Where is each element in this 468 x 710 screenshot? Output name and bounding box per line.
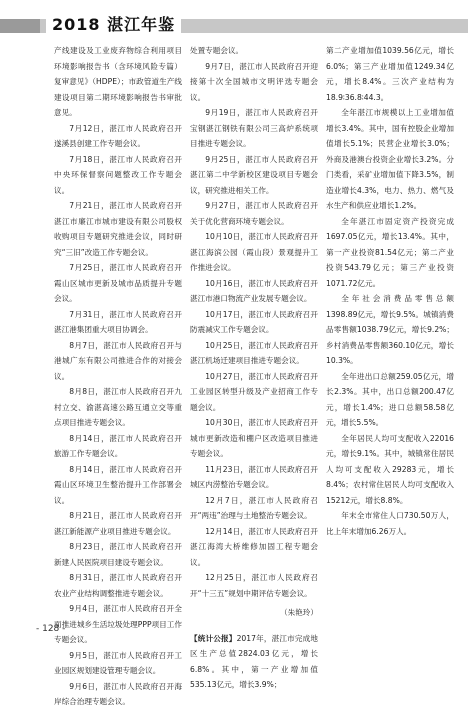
paragraph: 9月6日，湛江市人民政府召开海岸综合治理专题会议。 [54, 681, 182, 706]
paragraph: 全年居民人均可支配收入22016元，增长9.1%。其中，城镇常住居民人均可支配收入29283元，增长8.4%；农村常住居民人均可支配收入15212元，增长8.8%。 [326, 433, 454, 505]
paragraph: 8月7日，湛江市人民政府召开与港城广东有限公司推进合作的对接会议。 [54, 340, 182, 381]
section-text: 2017年，湛江市完成地区生产总值2824.03亿元，增长6.8%。其中，第一产业增加值535.13亿元，增长3.9%； [190, 633, 319, 689]
paragraph: 9月27日，湛江市人民政府召开关于优化营商环境专题会议。 [190, 201, 318, 226]
paragraph: 12月25日，湛江市人民政府召开“十三五”规划中期评估专题会议。 [190, 573, 318, 598]
paragraph: 8月21日，湛江市人民政府召开湛江新能源产业项目推进专题会议。 [54, 511, 182, 536]
paragraph: 7月31日，湛江市人民政府召开湛江港集团重大项目协调会。 [54, 309, 182, 334]
section-title: 【统计公报】 [190, 633, 237, 643]
paragraph: 9月4日，湛江市人民政府召开全面推进城乡生活垃圾处理PPP项目工作专题会议。 [54, 604, 182, 644]
paragraph: 7月18日，湛江市人民政府召开中央环保督察问题整改工作专题会议。 [54, 154, 182, 195]
paragraph: 10月25日，湛江市人民政府召开湛江机场迁建项目推进专题会议。 [190, 340, 318, 365]
paragraph: 10月10日，湛江市人民政府召开湛江海滨公园（霞山段）景观提升工作推进会议。 [190, 232, 318, 272]
paragraph: 处置专题会议。 [190, 46, 244, 55]
author-signature: （朱艳玲） [280, 608, 318, 617]
statistics-section [190, 631, 318, 693]
paragraph: 7月21日，湛江市人民政府召开湛江市廉江市城市建设有限公司股权收购项目专题研究推进会议，同时研究“三旧”改造工作专题会议。 [54, 201, 182, 257]
paragraph: 全年湛江市规模以上工业增加值增长3.4%。其中，国有控股企业增加值增长5.1%；民营企业增长3.0%；外商及港澳台投资企业增长3.2%。分门类看，采矿业增加值下降3.5%，制造业增长4.3%，电力、热力、燃气及水生产和供应业增长1.2%。 [326, 108, 454, 210]
paragraph: 10月16日，湛江市人民政府召开湛江市港口物流产业发展专题会议。 [190, 278, 318, 303]
paragraph: 8月14日，湛江市人民政府召开霞山区环境卫生整治提升工作部署会议。 [54, 464, 182, 505]
paragraph: 10月30日，湛江市人民政府召开城市更新改造和棚户区改造项目推进专题会议。 [190, 418, 318, 458]
paragraph: 9月7日，湛江市人民政府召开迎接第十次全国城市文明评选专题会议。 [190, 61, 318, 102]
paragraph: 9月25日，湛江市人民政府召开湛江第二中学新校区建设项目专题会议，研究推进相关工作。 [190, 154, 318, 195]
paragraph: 全年进出口总额259.05亿元，增长2.3%。其中，出口总额200.47亿元，增长1.4%；进口总额58.58亿元，增长5.5%。 [326, 371, 454, 427]
text-column-middle [190, 43, 319, 689]
paragraph: 8月23日，湛江市人民政府召开新建人民医院项目建设专题会议。 [54, 542, 182, 567]
paragraph: 10月17日，湛江市人民政府召开防震减灾工作专题会议。 [190, 309, 318, 334]
paragraph: 7月25日，湛江市人民政府召开霞山区城市更新及城市品质提升专题会议。 [54, 263, 182, 303]
paragraph: 全年社会消费品零售总额1398.89亿元，增长9.5%。城镇消费品零售额1038.79亿元，增长9.2%；乡村消费品零售额360.10亿元，增长10.3%。 [326, 294, 454, 365]
yearbook-title: 2018 湛江年鉴 [46, 14, 181, 36]
paragraph: 7月12日，湛江市人民政府召开遂溪县创建工作专题会议。 [54, 123, 182, 148]
paragraph: 8月8日，湛江市人民政府召开九村立交、渝湛高速公路互通立交等重点项目推进专题会议。 [54, 387, 182, 427]
page-header [0, 0, 468, 40]
header-accent-bar [0, 19, 44, 33]
paragraph: 8月14日，湛江市人民政府召开旅游工作专题会议。 [54, 433, 182, 458]
page-number: - 128 - [36, 624, 66, 634]
paragraph: 全年湛江市固定资产投资完成1697.05亿元，增长13.4%。其中，第一产业投资81.54亿元；第二产业投资543.79亿元；第三产业投资1071.72亿元。 [326, 216, 454, 288]
text-column-left [54, 43, 182, 706]
paragraph: 12月7日，湛江市人民政府召开“两违”治理与土地整治专题会议。 [190, 495, 318, 520]
paragraph: 9月5日，湛江市人民政府召开工业园区规划建设管理专题会议。 [54, 650, 182, 675]
paragraph: 10月27日，湛江市人民政府召开工业园区转型升级及产业招商工作专题会议。 [190, 371, 318, 412]
paragraph: 第二产业增加值1039.56亿元，增长6.0%；第三产业增加值1249.34亿元，增长8.4%。三次产业结构为18.9∶36.8∶44.3。 [326, 46, 454, 102]
paragraph: 9月19日，湛江市人民政府召开宝钢湛江钢铁有限公司三高炉系统项目推进专题会议。 [190, 108, 318, 148]
paragraph: 8月31日，湛江市人民政府召开农业产业结构调整推进专题会议。 [54, 573, 182, 598]
paragraph: 年末全市常住人口730.50万人，比上年末增加6.26万人。 [326, 511, 454, 536]
paragraph: 产线建设及工业废弃物综合利用项目环境影响报告书（含环境风险专篇）复审意见》（HDPE）；市政管道生产线建设项目第二期环境影响报告书审批意见。 [54, 46, 182, 117]
paragraph: 12月14日，湛江市人民政府召开湛江海湾大桥维修加固工程专题会议。 [190, 526, 318, 567]
paragraph: 11月23日，湛江市人民政府召开城区内涝整治专题会议。 [190, 464, 318, 489]
text-column-right [326, 43, 454, 610]
